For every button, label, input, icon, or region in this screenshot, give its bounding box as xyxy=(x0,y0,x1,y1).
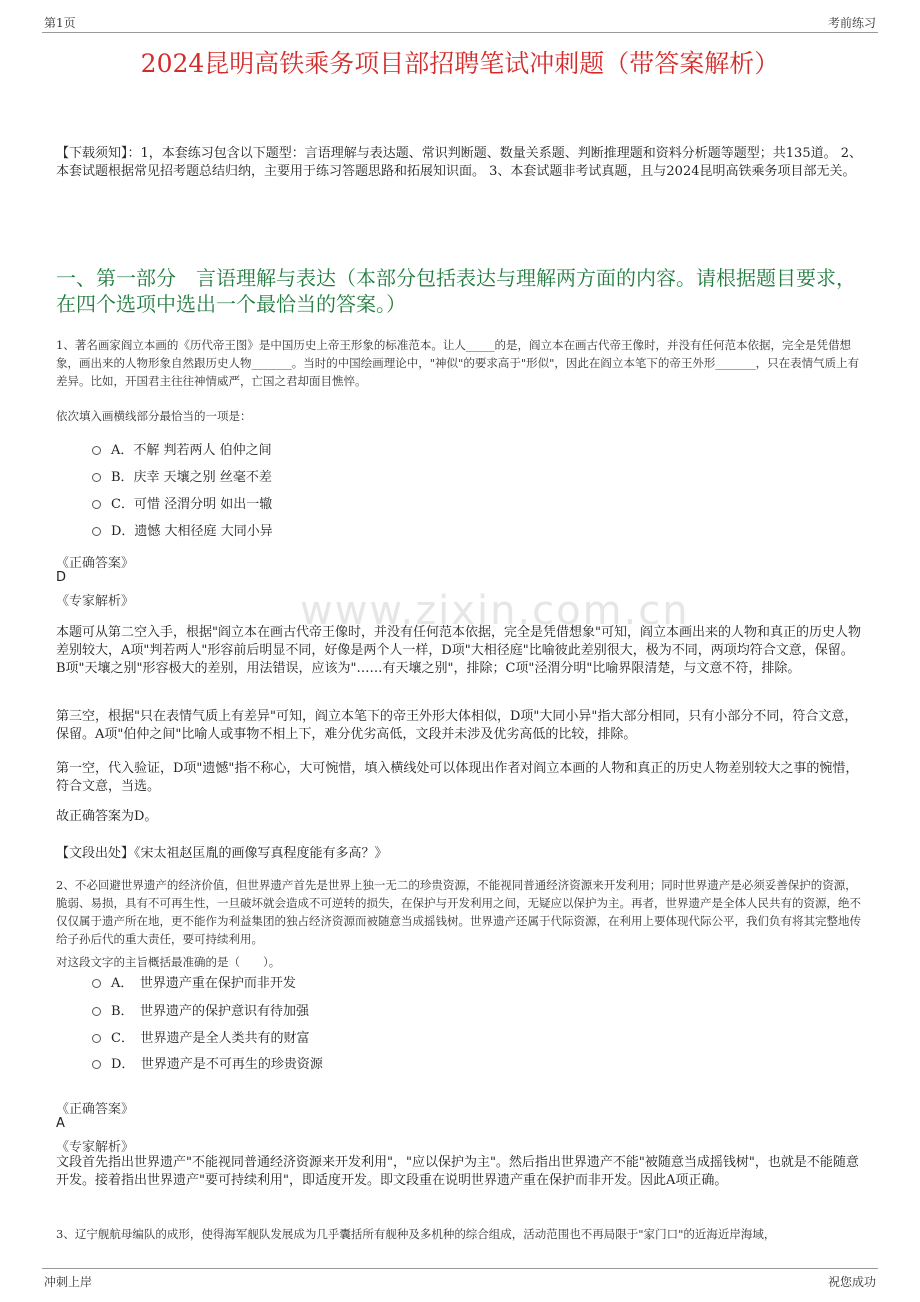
question-2-prompt: 对这段文字的主旨概括最准确的是（ ）。 xyxy=(56,955,281,969)
q1-option-b[interactable] xyxy=(92,468,272,488)
q2-option-a[interactable] xyxy=(92,974,296,994)
q1-analysis-paragraph: 第一空，代入验证，D项"遗憾"指不称心，大可惋惜，填入横线处可以体现出作者对阎立本画的人物和真正的历史人物差别较大之事的惋惜，符合文意，当选。 xyxy=(56,761,859,794)
header-tag: 考前练习 xyxy=(827,16,876,30)
q2-analysis-label: 《专家解析》 xyxy=(56,1140,135,1155)
radio-icon[interactable] xyxy=(92,500,101,509)
q1-option-a[interactable] xyxy=(92,441,272,461)
option-label: C． 世界遗产是全人类共有的财富 xyxy=(111,1031,310,1046)
option-label: B．庆幸 天壤之别 丝毫不差 xyxy=(111,470,272,485)
option-label: C．可惜 泾渭分明 如出一辙 xyxy=(111,497,273,512)
radio-icon[interactable] xyxy=(92,1060,101,1069)
q2-analysis: 文段首先指出世界遗产"不能视同普通经济资源来开发利用"，"应以保护为主"。然后指出世界遗产不能"被随意当成摇钱树"，也就是不能随意开发。接着指出世界遗产"要可持续利用"，即适度开发。即文段重在说明世界遗产重在保护而非开发。因此A项正确。 xyxy=(56,1155,859,1188)
option-label: B． 世界遗产的保护意识有待加强 xyxy=(111,1004,310,1019)
page-header xyxy=(42,10,878,33)
option-label: A． 世界遗产重在保护而非开发 xyxy=(111,976,296,991)
radio-icon[interactable] xyxy=(92,446,101,455)
q1-analysis-label: 《专家解析》 xyxy=(56,594,135,609)
question-2-text: 2、不必回避世界遗产的经济价值，但世界遗产首先是世界上独一无二的珍贵资源，不能视同普通经济资源来开发利用；同时世界遗产是必须妥善保护的资源，脆弱、易损，具有不可再生性，一旦破坏就会造成不可逆转的损失，在保护与开发利用之间，无疑应以保护为主。再者，世界遗产是全体人民共有的资源，绝不仅仅属于遗产所在地，更不能作为利益集团的独占经济资源而被随意当成摇钱树。世界遗产还属于代际资源，在利用上要体现代际公平，我们负有将其完整地传给子孙后代的重大责任，要可持续利用。 xyxy=(56,878,861,946)
option-label: D． 世界遗产是不可再生的珍贵资源 xyxy=(111,1057,323,1072)
page-footer xyxy=(42,1268,878,1291)
section-heading: 一、第一部分 言语理解与表达（本部分包括表达与理解两方面的内容。请根据题目要求，在四个选项中选出一个最恰当的答案。） xyxy=(56,266,856,316)
q1-analysis-paragraph: 故正确答案为D。 xyxy=(56,809,158,824)
watermark: www.zixin.com.cn xyxy=(300,588,690,634)
page-title: 2024昆明高铁乘务项目部招聘笔试冲刺题（带答案解析） xyxy=(140,49,780,78)
radio-icon[interactable] xyxy=(92,979,101,988)
radio-icon[interactable] xyxy=(92,473,101,482)
question-3-text: 3、辽宁舰航母编队的成形，使得海军舰队发展成为几乎囊括所有舰种及多机种的综合组成，活动范围也不再局限于"家门口"的近海近岸海域， xyxy=(56,1227,776,1241)
download-notice: 【下载须知】：1，本套练习包含以下题型：言语理解与表达题、常识判断题、数量关系题、判断推理题和资料分析题等题型；共135道。 2、本套试题根据常见招考题总结归纳，主要用于练习答题思路和拓展知识面。 3、本套试题非考试真题，且与2024昆明高铁乘务项目部无关。 xyxy=(56,146,862,179)
radio-icon[interactable] xyxy=(92,1034,101,1043)
option-label: A．不解 判若两人 伯仲之间 xyxy=(111,443,272,458)
question-1-text: 1、著名画家阎立本画的《历代帝王图》是中国历史上帝王形象的标准范本。让人_____的是，阎立本在画古代帝王像时，并没有任何范本依据，完全是凭借想象，画出来的人物形象自然跟历史人物_______。当时的中国绘画理论中，"神似"的要求高于"形似"，因此在阎立本笔下的帝王外形_______，只在表情气质上有差异。比如，开国君主往往神情威严，亡国之君却面目憔悴。 xyxy=(56,338,860,388)
q2-option-d[interactable] xyxy=(92,1055,323,1075)
q2-answer-label: 《正确答案》 xyxy=(56,1102,135,1117)
page-number: 第1页 xyxy=(44,16,76,30)
radio-icon[interactable] xyxy=(92,527,101,536)
q2-option-c[interactable] xyxy=(92,1029,309,1049)
q1-answer: D xyxy=(56,570,67,585)
q1-option-d[interactable] xyxy=(92,522,273,542)
q1-answer-label: 《正确答案》 xyxy=(56,556,135,571)
footer-left: 冲刺上岸 xyxy=(44,1275,93,1289)
q1-source: 【文段出处】《宋太祖赵匡胤的画像写真程度能有多高？》 xyxy=(56,846,388,861)
q2-answer: A xyxy=(56,1116,65,1131)
q2-option-b[interactable] xyxy=(92,1002,309,1022)
q1-option-c[interactable] xyxy=(92,495,272,515)
footer-right: 祝您成功 xyxy=(827,1275,876,1289)
option-label: D．遗憾 大相径庭 大同小异 xyxy=(111,524,273,539)
radio-icon[interactable] xyxy=(92,1007,101,1016)
q1-analysis-paragraph: 本题可从第二空入手，根据"阎立本在画古代帝王像时，并没有任何范本依据，完全是凭借想象"可知，阎立本画出来的人物和真正的历史人物差别较大，A项"判若两人"形容前后明显不同，好像是两个人一样，D项"大相径庭"比喻彼此差别很大，极为不同，两项均符合文意，保留。B项"天壤之别"形容极大的差别，用法错误，应该为"……有天壤之别"，排除；C项"泾渭分明"比喻界限清楚，与文意不符，排除。 xyxy=(56,625,861,676)
question-1-prompt: 依次填入画横线部分最恰当的一项是： xyxy=(56,409,252,423)
q1-analysis-paragraph: 第三空，根据"只在表情气质上有差异"可知，阎立本笔下的帝王外形大体相似，D项"大同小异"指大部分相同，只有小部分不同，符合文意，保留。A项"伯仲之间"比喻人或事物不相上下，难分优劣高低，文段并未涉及优劣高低的比较，排除。 xyxy=(56,709,858,742)
